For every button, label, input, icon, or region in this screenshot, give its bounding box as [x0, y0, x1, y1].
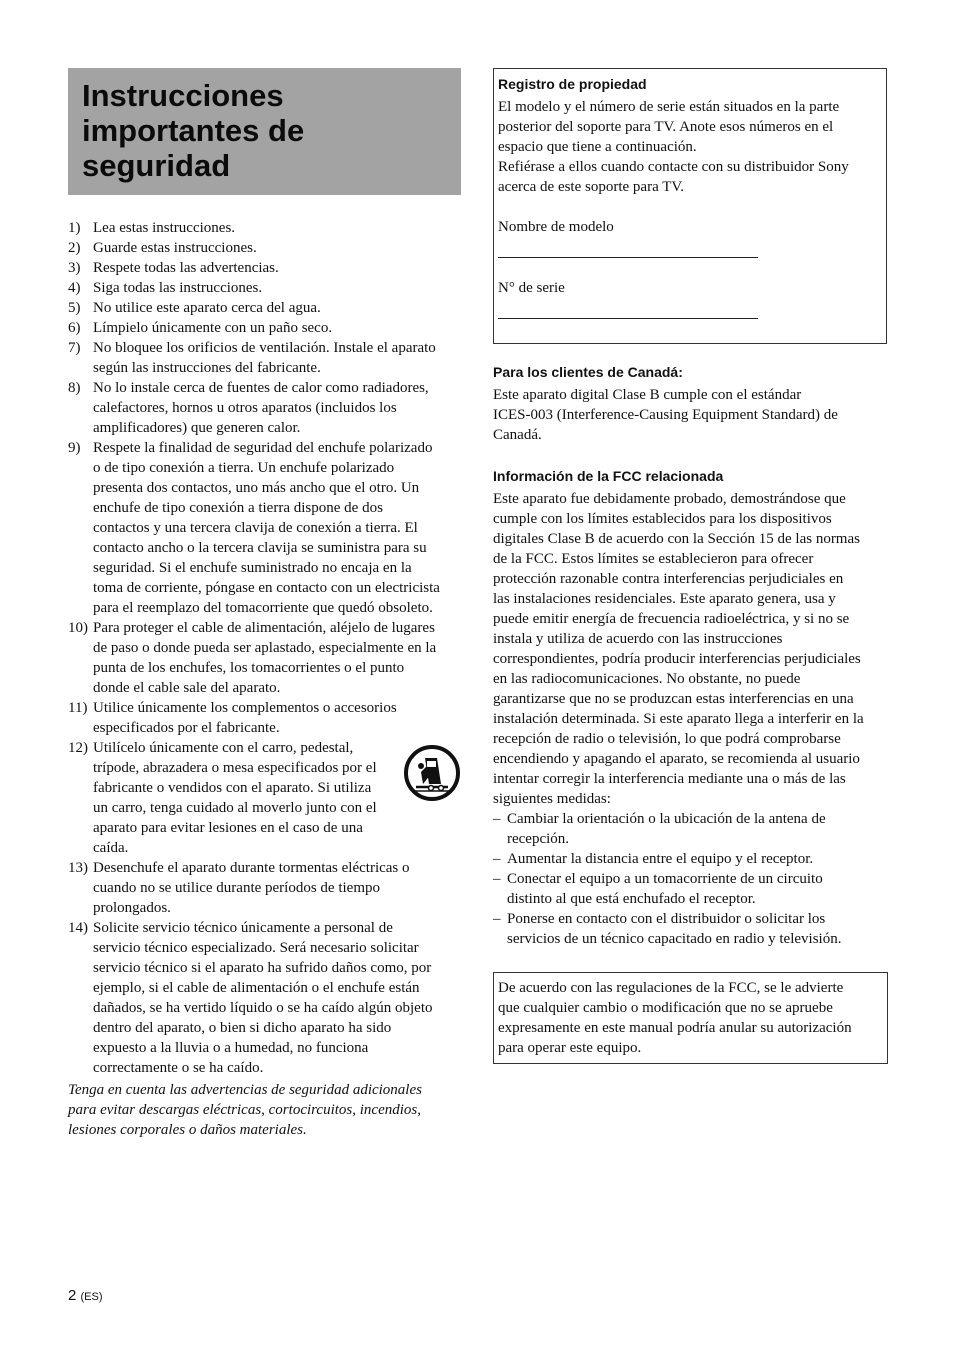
safety-item-number: 10): [68, 620, 88, 636]
safety-item-line: expuesto a la lluvia o a humedad, no funciona: [93, 1040, 369, 1056]
safety-item-number: 6): [68, 320, 81, 336]
safety-item-number: 14): [68, 920, 88, 936]
fcc-body-line: siguientes medidas:: [493, 791, 611, 807]
safety-item-line: especificados por el fabricante.: [93, 720, 280, 736]
ownership-record-box: [493, 68, 887, 344]
safety-item-line: Guarde estas instrucciones.: [93, 240, 257, 256]
safety-item-line: No bloquee los orificios de ventilación. Instale el aparato: [93, 340, 436, 356]
page-title-line-2: importantes de: [82, 113, 305, 148]
fcc-section: [493, 466, 887, 949]
page-number-value: 2: [68, 1287, 77, 1304]
safety-item-line: contacto ancho o la tercera clavija se suministra para su: [93, 540, 427, 556]
page-title-line-1: Instrucciones: [82, 78, 284, 113]
safety-item-line: Solicite servicio técnico únicamente a personal de: [93, 920, 393, 936]
safety-item-line: amplificadores) que generen calor.: [93, 420, 301, 436]
safety-item-line: Desenchufe el aparato durante tormentas eléctricas o: [93, 860, 410, 876]
fcc-body-line: protección razonable contra interferencias perjudiciales en: [493, 571, 844, 587]
fcc-warning-line-4: para operar este equipo.: [498, 1040, 642, 1056]
safety-item: [68, 618, 461, 698]
canada-section: [493, 362, 887, 445]
closing-note-line-3: lesiones corporales o daños materiales.: [68, 1122, 307, 1138]
safety-item-line: Siga todas las instrucciones.: [93, 280, 263, 296]
fcc-measure-dash: –: [493, 871, 501, 887]
closing-note-line-2: para evitar descargas eléctricas, cortocircuitos, incendios,: [68, 1102, 421, 1118]
safety-item-line: dentro del aparato, o bien si dicho aparato ha sido: [93, 1020, 392, 1036]
fcc-measure-line: Aumentar la distancia entre el equipo y el receptor.: [507, 851, 814, 867]
safety-item-line: para el reemplazo del tomacorriente que quedó obsoleto.: [93, 600, 433, 616]
safety-item-line: aparato para evitar lesiones en el caso de una caída.: [93, 820, 363, 856]
ownership-body: [498, 97, 882, 197]
fcc-body-line: cumple con los límites establecidos para los dispositivos: [493, 511, 832, 527]
fcc-body-line: digitales Clase B de acuerdo con la Sección 15 de las normas: [493, 531, 860, 547]
canada-body: [493, 385, 887, 445]
safety-item-line: presenta dos contactos, uno más ancho que el otro. Un: [93, 480, 420, 496]
fcc-measure-line: distinto al que está enchufado el receptor.: [507, 891, 756, 907]
safety-item-line: toma de corriente, póngase en contacto con un electricista: [93, 580, 440, 596]
canada-body-line-3: Canadá.: [493, 427, 542, 443]
safety-item-line: enchufe de tipo conexión a tierra dispone de dos: [93, 500, 383, 516]
fcc-measure-item: [493, 869, 887, 909]
canada-heading: Para los clientes de Canadá:: [493, 364, 683, 380]
safety-item-line: seguridad. Si el enchufe suministrado no encaja en la: [93, 560, 412, 576]
canada-body-line-2: ICES-003 (Interference-Causing Equipment Standard) de: [493, 407, 838, 423]
safety-item-number: 8): [68, 380, 81, 396]
safety-item-line: un carro, tenga cuidado al moverlo junto con el: [93, 800, 377, 816]
fcc-body-line: intentar corregir la interferencia mediante una o más de las: [493, 771, 846, 787]
closing-note: [68, 1080, 461, 1140]
safety-item: [68, 258, 461, 278]
ownership-body-line-3: espacio que tiene a continuación.: [498, 139, 697, 155]
fcc-warning-line-1: De acuerdo con las regulaciones de la FCC, se le advierte: [498, 980, 844, 996]
ownership-body-line-1: El modelo y el número de serie están situados en la parte: [498, 99, 840, 115]
safety-item-line: fabricante o vendidos con el aparato. Si utiliza: [93, 780, 372, 796]
safety-item-number: 13): [68, 860, 88, 876]
safety-item: [68, 318, 461, 338]
safety-item-number: 4): [68, 280, 81, 296]
ownership-body-line-4: Refiérase a ellos cuando contacte con su distribuidor Sony: [498, 159, 849, 175]
safety-item-line: contactos y una tercera clavija de conexión a tierra. El: [93, 520, 418, 536]
safety-item-line: cuando no se utilice durante períodos de tiempo: [93, 880, 380, 896]
title-block: [68, 68, 461, 195]
safety-item: [68, 438, 461, 618]
fcc-body-line: garantizarse que no se produzcan estas interferencias en una: [493, 691, 854, 707]
fcc-measure-item: [493, 909, 887, 949]
canada-body-line-1: Este aparato digital Clase B cumple con el estándar: [493, 387, 802, 403]
safety-item-line: punta de los enchufes, los tomacorrientes o el punto: [93, 660, 405, 676]
page-title-line-3: seguridad: [82, 148, 231, 183]
fcc-warning-box: [493, 972, 888, 1064]
safety-item-line: servicio técnico especializado. Será necesario solicitar: [93, 940, 419, 956]
fcc-body-line: puede emitir energía de frecuencia radioeléctrica, y si no se: [493, 611, 850, 627]
fcc-body-line: de la FCC. Estos límites se establecieron para ofrecer: [493, 551, 814, 567]
safety-item-line: correctamente o se ha caído.: [93, 1060, 264, 1076]
safety-item-line: Para proteger el cable de alimentación, aléjelo de lugares: [93, 620, 435, 636]
safety-item-line: de paso o donde pueda ser aplastado, especialmente en la: [93, 640, 437, 656]
safety-item-line: ejemplo, si el cable de alimentación o el enchufe están: [93, 980, 420, 996]
fcc-body-line: las instalaciones residenciales. Este aparato genera, usa y: [493, 591, 836, 607]
serial-number-blank-line: [498, 318, 758, 319]
safety-item: [68, 238, 461, 258]
safety-item-line: Respete todas las advertencias.: [93, 260, 279, 276]
fcc-warning-text: [498, 978, 883, 1058]
fcc-measures-list: [493, 809, 887, 949]
safety-item-line: Utilice únicamente los complementos o accesorios: [93, 700, 397, 716]
fcc-measure-item: [493, 849, 887, 869]
safety-item-number: 9): [68, 440, 81, 456]
safety-item: [68, 338, 461, 378]
page-number-suffix: (ES): [80, 1291, 103, 1303]
safety-item-number: 12): [68, 740, 88, 756]
safety-item-line: No utilice este aparato cerca del agua.: [93, 300, 321, 316]
fcc-measure-dash: –: [493, 911, 501, 927]
safety-item-line: prolongados.: [93, 900, 171, 916]
fcc-body-line: instala y utiliza de acuerdo con las instrucciones: [493, 631, 783, 647]
fcc-body-line: Este aparato fue debidamente probado, demostrándose que: [493, 491, 846, 507]
safety-item-line: Utilícelo únicamente con el carro, pedestal,: [93, 740, 354, 756]
fcc-measure-item: [493, 809, 887, 849]
fcc-measure-line: recepción.: [507, 831, 570, 847]
safety-item: [68, 918, 461, 1078]
serial-number-label: N° de serie: [498, 280, 565, 296]
safety-item-line: trípode, abrazadera o mesa especificados por el: [93, 760, 377, 776]
ownership-body-line-2: posterior del soporte para TV. Anote esos números en el: [498, 119, 834, 135]
fcc-measure-dash: –: [493, 851, 501, 867]
safety-item-line: donde el cable sale del aparato.: [93, 680, 281, 696]
safety-item: [68, 298, 461, 318]
safety-item: [68, 738, 461, 858]
safety-item: [68, 378, 461, 438]
fcc-measure-line: Conectar el equipo a un tomacorriente de un circuito: [507, 871, 823, 887]
fcc-heading: Información de la FCC relacionada: [493, 468, 724, 484]
fcc-body-line: recepción de radio o televisión, lo que podrá comprobarse: [493, 731, 841, 747]
fcc-warning-line-2: que cualquier cambio o modificación que no se apruebe: [498, 1000, 833, 1016]
model-name-label: Nombre de modelo: [498, 219, 614, 235]
safety-item-number: 2): [68, 240, 81, 256]
ownership-body-line-5: acerca de este soporte para TV.: [498, 179, 685, 195]
fcc-body-line: instalación determinada. Si este aparato llega a interferir en la: [493, 711, 864, 727]
safety-item-number: 5): [68, 300, 81, 316]
fcc-measure-line: Cambiar la orientación o la ubicación de la antena de: [507, 811, 826, 827]
safety-item-line: o de tipo conexión a tierra. Un enchufe polarizado: [93, 460, 395, 476]
page-title: [82, 78, 447, 183]
safety-item-line: dañados, se ha vertido líquido o se ha caído algún objeto: [93, 1000, 433, 1016]
safety-item-number: 7): [68, 340, 81, 356]
safety-item-number: 11): [68, 700, 88, 716]
fcc-measure-line: servicios de un técnico capacitado en radio y televisión.: [507, 931, 842, 947]
page-number: [68, 1286, 103, 1307]
safety-item-number: 3): [68, 260, 81, 276]
safety-item: [68, 698, 461, 738]
cart-tip-over-warning-icon: [403, 744, 461, 802]
safety-item-number: 1): [68, 220, 81, 236]
safety-item-line: Lea estas instrucciones.: [93, 220, 236, 236]
safety-instructions-list: [68, 218, 461, 1078]
safety-item-line: No lo instale cerca de fuentes de calor como radiadores,: [93, 380, 429, 396]
safety-item-line: calefactores, hornos u otros aparatos (incluidos los: [93, 400, 397, 416]
safety-item: [68, 858, 461, 918]
safety-item-line: Respete la finalidad de seguridad del enchufe polarizado: [93, 440, 433, 456]
model-name-blank-line: [498, 257, 758, 258]
fcc-body-line: en las radiocomunicaciones. No obstante, no puede: [493, 671, 801, 687]
safety-item: [68, 278, 461, 298]
fcc-measure-line: Ponerse en contacto con el distribuidor o solicitar los: [507, 911, 826, 927]
safety-item-line: Límpielo únicamente con un paño seco.: [93, 320, 333, 336]
safety-item: [68, 218, 461, 238]
ownership-heading: Registro de propiedad: [498, 76, 647, 92]
fcc-warning-line-3: expresamente en este manual podría anular su autorización: [498, 1020, 852, 1036]
fcc-body: [493, 489, 887, 809]
fcc-measure-dash: –: [493, 811, 501, 827]
fcc-body-line: encendiendo y apagando el aparato, se recomienda al usuario: [493, 751, 860, 767]
closing-note-line-1: Tenga en cuenta las advertencias de seguridad adicionales: [68, 1082, 422, 1098]
safety-item-line: servicio técnico si el aparato ha sufrido daños como, por: [93, 960, 432, 976]
fcc-body-line: correspondientes, podría producir interferencias perjudiciales: [493, 651, 861, 667]
safety-item-line: según las instrucciones del fabricante.: [93, 360, 321, 376]
